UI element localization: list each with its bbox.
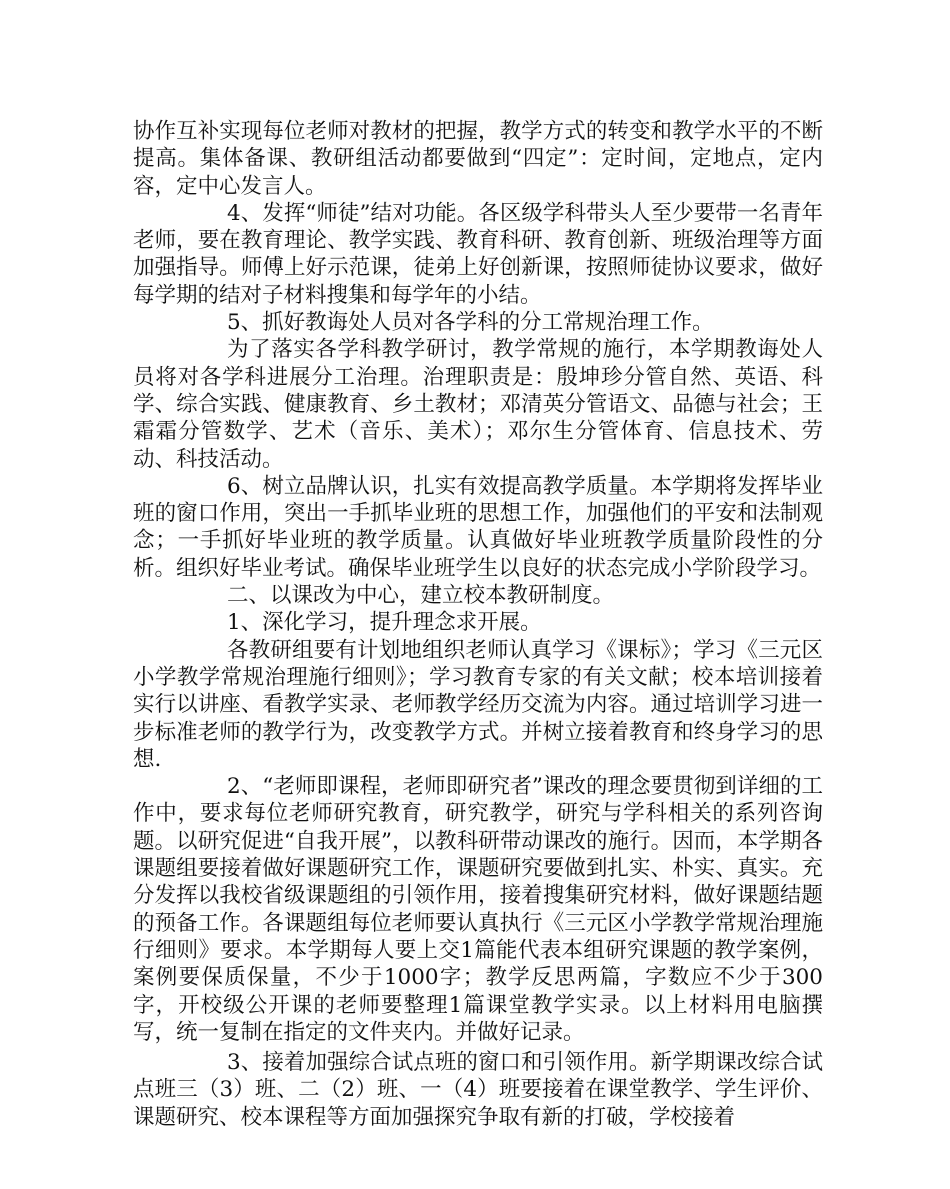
paragraph-item-3: 3、接着加强综合试点班的窗口和引领作用。新学期课改综合试点班三（3）班、二（2）班、一（4）班要接着在课堂教学、学生评价、课题研究、校本课程等方面加强探究争取有新的打破，学校接着 <box>133 1050 823 1130</box>
document-page <box>133 118 823 1131</box>
subheading-1: 1、深化学习，提升理念求开展。 <box>227 610 542 636</box>
paragraph-item-6: 6、树立品牌认识，扎实有效提高教学质量。本学期将发挥毕业班的窗口作用，突出一手抓毕业班的思想工作，加强他们的平安和法制观念；一手抓好毕业班的教学质量。认真做好毕业班教学质量阶段性的分析。组织好毕业考试。确保毕业班学生以良好的状态完成小学阶段学习。 <box>133 473 823 581</box>
paragraph-study: 各教研组要有计划地组织老师认真学习《课标》；学习《三元区小学教学常规治理施行细则》；学习教育专家的有关文献；校本培训接着实行以讲座、看教学实录、老师教学经历交流为内容。通过培训学习进一步标准老师的教学行为，改变教学方式。并树立接着教育和终身学习的思想. <box>133 637 823 772</box>
paragraph-item-4: 4、发挥“师徒”结对功能。各区级学科带头人至少要带一名青年老师，要在教育理论、教学实践、教育科研、教育创新、班级治理等方面加强指导。师傅上好示范课，徒弟上好创新课，按照师徒协议要求，做好每学期的结对子材料搜集和每学年的小结。 <box>133 200 823 308</box>
paragraph-item-5: 5、抓好教诲处人员对各学科的分工常规治理工作。 <box>227 310 714 336</box>
section-heading-2: 二、以课改为中心，建立校本教研制度。 <box>227 583 615 609</box>
paragraph-item-2: 2、“老师即课程，老师即研究者”课改的理念要贯彻到详细的工作中，要求每位老师研究教育，研究教学，研究与学科相关的系列咨询题。以研究促进“自我开展”，以教科研带动课改的施行。因而，本学期各课题组要接着做好课题研究工作，课题研究要做到扎实、朴实、真实。充分发挥以我校省级课题组的引领作用，接着搜集研究材料，做好课题结题的预备工作。各课题组每位老师要认真执行《三元区小学教学常规治理施行细则》要求。本学期每人要上交1篇能代表本组研究课题的教学案例，案例要保质保量，不少于1000字；教学反思两篇，字数应不少于300字，开校级公开课的老师要整理1篇课堂教学实录。以上材料用电脑撰写，统一复制在指定的文件夹内。并做好记录。 <box>133 774 823 1045</box>
paragraph-continuation: 协作互补实现每位老师对教材的把握，教学方式的转变和教学水平的不断提高。集体备课、教研组活动都要做到“四定”：定时间，定地点，定内容，定中心发言人。 <box>133 119 823 199</box>
paragraph-division-of-duties: 为了落实各学科教学研讨，教学常规的施行，本学期教诲处人员将对各学科进展分工治理。治理职责是：殷坤珍分管自然、英语、科学、综合实践、健康教育、乡土教材；邓清英分管语文、品德与社会；王霜霜分管数学、艺术（音乐、美术）；邓尔生分管体育、信息技术、劳动、科技活动。 <box>133 337 823 472</box>
